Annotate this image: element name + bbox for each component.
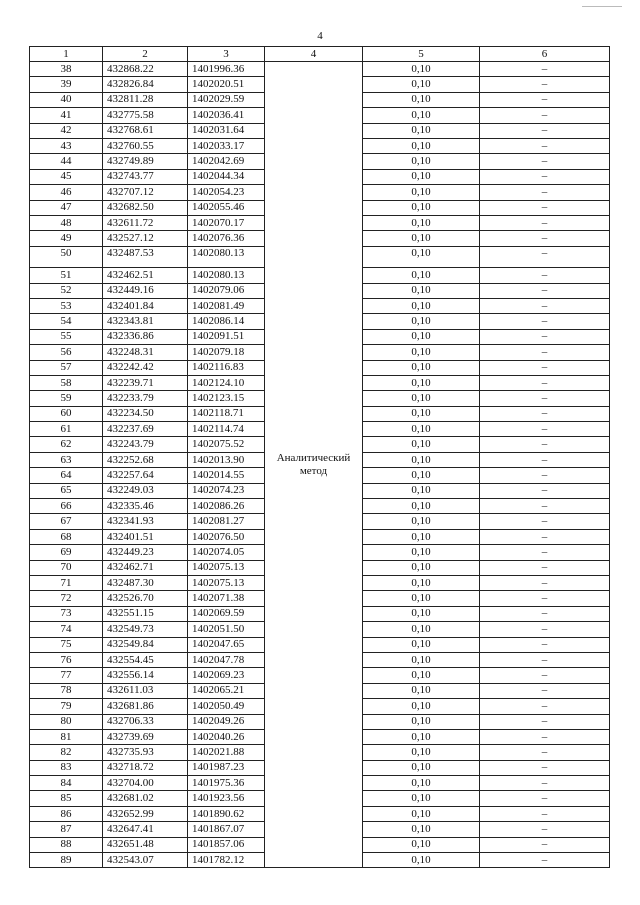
point-number-cell: 89 (30, 853, 103, 868)
x-coordinate-cell: 432760.55 (103, 138, 188, 153)
x-coordinate-cell: 432706.33 (103, 714, 188, 729)
x-coordinate-cell: 432681.86 (103, 699, 188, 714)
error-cell: 0,10 (363, 791, 480, 806)
point-number-cell: 77 (30, 668, 103, 683)
x-coordinate-cell: 432775.58 (103, 108, 188, 123)
error-cell: 0,10 (363, 683, 480, 698)
y-coordinate-cell: 1402075.13 (188, 576, 265, 591)
point-number-cell: 65 (30, 483, 103, 498)
x-coordinate-cell: 432462.51 (103, 268, 188, 283)
note-cell: – (480, 268, 610, 283)
page-number: 4 (317, 30, 323, 42)
note-cell: – (480, 77, 610, 92)
x-coordinate-cell: 432335.46 (103, 499, 188, 514)
error-cell: 0,10 (363, 329, 480, 344)
point-number-cell: 51 (30, 268, 103, 283)
note-cell: – (480, 108, 610, 123)
x-coordinate-cell: 432556.14 (103, 668, 188, 683)
note-cell: – (480, 606, 610, 621)
note-cell: – (480, 483, 610, 498)
x-coordinate-cell: 432611.03 (103, 683, 188, 698)
x-coordinate-cell: 432682.50 (103, 200, 188, 215)
y-coordinate-cell: 1401867.07 (188, 822, 265, 837)
x-coordinate-cell: 432248.31 (103, 345, 188, 360)
y-coordinate-cell: 1402080.13 (188, 268, 265, 283)
point-number-cell: 42 (30, 123, 103, 138)
note-cell: – (480, 806, 610, 821)
x-coordinate-cell: 432743.77 (103, 169, 188, 184)
y-coordinate-cell: 1402047.65 (188, 637, 265, 652)
error-cell: 0,10 (363, 745, 480, 760)
error-cell: 0,10 (363, 699, 480, 714)
x-coordinate-cell: 432543.07 (103, 853, 188, 868)
point-number-cell: 50 (30, 246, 103, 268)
note-cell: – (480, 169, 610, 184)
point-number-cell: 79 (30, 699, 103, 714)
x-coordinate-cell: 432257.64 (103, 468, 188, 483)
x-coordinate-cell: 432243.79 (103, 437, 188, 452)
error-cell: 0,10 (363, 138, 480, 153)
error-cell: 0,10 (363, 406, 480, 421)
x-coordinate-cell: 432739.69 (103, 729, 188, 744)
y-coordinate-cell: 1402071.38 (188, 591, 265, 606)
point-number-cell: 43 (30, 138, 103, 153)
x-coordinate-cell: 432401.84 (103, 298, 188, 313)
table-body (30, 62, 610, 868)
y-coordinate-cell: 1402020.51 (188, 77, 265, 92)
y-coordinate-cell: 1402091.51 (188, 329, 265, 344)
note-cell: – (480, 668, 610, 683)
point-number-cell: 72 (30, 591, 103, 606)
point-number-cell: 68 (30, 529, 103, 544)
note-cell: – (480, 452, 610, 467)
error-cell: 0,10 (363, 514, 480, 529)
error-cell: 0,10 (363, 154, 480, 169)
x-coordinate-cell: 432749.89 (103, 154, 188, 169)
note-cell: – (480, 683, 610, 698)
y-coordinate-cell: 1402074.23 (188, 483, 265, 498)
y-coordinate-cell: 1401890.62 (188, 806, 265, 821)
error-cell: 0,10 (363, 77, 480, 92)
x-coordinate-cell: 432811.28 (103, 92, 188, 107)
note-cell: – (480, 314, 610, 329)
note-cell: – (480, 345, 610, 360)
header-row (30, 47, 610, 62)
error-cell: 0,10 (363, 437, 480, 452)
coordinates-table (29, 46, 610, 868)
error-cell: 0,10 (363, 268, 480, 283)
point-number-cell: 53 (30, 298, 103, 313)
y-coordinate-cell: 1402055.46 (188, 200, 265, 215)
error-cell: 0,10 (363, 360, 480, 375)
error-cell: 0,10 (363, 637, 480, 652)
y-coordinate-cell: 1402086.14 (188, 314, 265, 329)
y-coordinate-cell: 1402054.23 (188, 185, 265, 200)
note-cell: – (480, 853, 610, 868)
column-header: 6 (480, 47, 610, 62)
method-cell: Аналитический метод (265, 62, 363, 868)
error-cell: 0,10 (363, 231, 480, 246)
x-coordinate-cell: 432526.70 (103, 591, 188, 606)
note-cell: – (480, 215, 610, 230)
note-cell: – (480, 714, 610, 729)
point-number-cell: 48 (30, 215, 103, 230)
note-cell: – (480, 246, 610, 268)
error-cell: 0,10 (363, 92, 480, 107)
note-cell: – (480, 576, 610, 591)
point-number-cell: 55 (30, 329, 103, 344)
y-coordinate-cell: 1401975.36 (188, 776, 265, 791)
point-number-cell: 80 (30, 714, 103, 729)
note-cell: – (480, 514, 610, 529)
point-number-cell: 58 (30, 375, 103, 390)
note-cell: – (480, 231, 610, 246)
column-header: 5 (363, 47, 480, 62)
x-coordinate-cell: 432343.81 (103, 314, 188, 329)
x-coordinate-cell: 432527.12 (103, 231, 188, 246)
note-cell: – (480, 391, 610, 406)
y-coordinate-cell: 1402124.10 (188, 375, 265, 390)
point-number-cell: 60 (30, 406, 103, 421)
y-coordinate-cell: 1401987.23 (188, 760, 265, 775)
error-cell: 0,10 (363, 452, 480, 467)
column-header: 3 (188, 47, 265, 62)
error-cell: 0,10 (363, 606, 480, 621)
point-number-cell: 81 (30, 729, 103, 744)
x-coordinate-cell: 432341.93 (103, 514, 188, 529)
y-coordinate-cell: 1402118.71 (188, 406, 265, 421)
y-coordinate-cell: 1402086.26 (188, 499, 265, 514)
note-cell: – (480, 468, 610, 483)
x-coordinate-cell: 432449.23 (103, 545, 188, 560)
note-cell: – (480, 791, 610, 806)
error-cell: 0,10 (363, 853, 480, 868)
x-coordinate-cell: 432551.15 (103, 606, 188, 621)
error-cell: 0,10 (363, 283, 480, 298)
column-header: 2 (103, 47, 188, 62)
note-cell: – (480, 591, 610, 606)
x-coordinate-cell: 432704.00 (103, 776, 188, 791)
point-number-cell: 75 (30, 637, 103, 652)
error-cell: 0,10 (363, 123, 480, 138)
point-number-cell: 45 (30, 169, 103, 184)
point-number-cell: 64 (30, 468, 103, 483)
error-cell: 0,10 (363, 169, 480, 184)
error-cell: 0,10 (363, 837, 480, 852)
x-coordinate-cell: 432449.16 (103, 283, 188, 298)
y-coordinate-cell: 1402047.78 (188, 652, 265, 667)
error-cell: 0,10 (363, 760, 480, 775)
y-coordinate-cell: 1402081.49 (188, 298, 265, 313)
x-coordinate-cell: 432249.03 (103, 483, 188, 498)
note-cell: – (480, 560, 610, 575)
point-number-cell: 47 (30, 200, 103, 215)
note-cell: – (480, 837, 610, 852)
note-cell: – (480, 283, 610, 298)
y-coordinate-cell: 1402069.23 (188, 668, 265, 683)
error-cell: 0,10 (363, 345, 480, 360)
error-cell: 0,10 (363, 776, 480, 791)
error-cell: 0,10 (363, 391, 480, 406)
point-number-cell: 70 (30, 560, 103, 575)
point-number-cell: 84 (30, 776, 103, 791)
y-coordinate-cell: 1402044.34 (188, 169, 265, 184)
error-cell: 0,10 (363, 529, 480, 544)
point-number-cell: 76 (30, 652, 103, 667)
note-cell: – (480, 298, 610, 313)
x-coordinate-cell: 432826.84 (103, 77, 188, 92)
note-cell: – (480, 185, 610, 200)
error-cell: 0,10 (363, 108, 480, 123)
note-cell: – (480, 422, 610, 437)
point-number-cell: 74 (30, 622, 103, 637)
y-coordinate-cell: 1402031.64 (188, 123, 265, 138)
y-coordinate-cell: 1402040.26 (188, 729, 265, 744)
x-coordinate-cell: 432549.84 (103, 637, 188, 652)
x-coordinate-cell: 432611.72 (103, 215, 188, 230)
note-cell: – (480, 622, 610, 637)
x-coordinate-cell: 432549.73 (103, 622, 188, 637)
note-cell: – (480, 375, 610, 390)
error-cell: 0,10 (363, 729, 480, 744)
error-cell: 0,10 (363, 499, 480, 514)
x-coordinate-cell: 432401.51 (103, 529, 188, 544)
x-coordinate-cell: 432652.99 (103, 806, 188, 821)
x-coordinate-cell: 432239.71 (103, 375, 188, 390)
error-cell: 0,10 (363, 422, 480, 437)
x-coordinate-cell: 432237.69 (103, 422, 188, 437)
point-number-cell: 67 (30, 514, 103, 529)
point-number-cell: 41 (30, 108, 103, 123)
note-cell: – (480, 154, 610, 169)
note-cell: – (480, 499, 610, 514)
x-coordinate-cell: 432252.68 (103, 452, 188, 467)
note-cell: – (480, 200, 610, 215)
y-coordinate-cell: 1402080.13 (188, 246, 265, 268)
x-coordinate-cell: 432487.53 (103, 246, 188, 268)
y-coordinate-cell: 1402033.17 (188, 138, 265, 153)
y-coordinate-cell: 1402050.49 (188, 699, 265, 714)
note-cell: – (480, 138, 610, 153)
table-header (30, 47, 610, 62)
error-cell: 0,10 (363, 62, 480, 77)
y-coordinate-cell: 1402081.27 (188, 514, 265, 529)
error-cell: 0,10 (363, 314, 480, 329)
top-rule (582, 6, 622, 7)
point-number-cell: 46 (30, 185, 103, 200)
point-number-cell: 59 (30, 391, 103, 406)
error-cell: 0,10 (363, 622, 480, 637)
error-cell: 0,10 (363, 668, 480, 683)
y-coordinate-cell: 1401996.36 (188, 62, 265, 77)
x-coordinate-cell: 432718.72 (103, 760, 188, 775)
x-coordinate-cell: 432554.45 (103, 652, 188, 667)
note-cell: – (480, 760, 610, 775)
error-cell: 0,10 (363, 545, 480, 560)
y-coordinate-cell: 1402074.05 (188, 545, 265, 560)
point-number-cell: 62 (30, 437, 103, 452)
note-cell: – (480, 776, 610, 791)
note-cell: – (480, 745, 610, 760)
x-coordinate-cell: 432233.79 (103, 391, 188, 406)
note-cell: – (480, 637, 610, 652)
point-number-cell: 52 (30, 283, 103, 298)
point-number-cell: 57 (30, 360, 103, 375)
point-number-cell: 39 (30, 77, 103, 92)
point-number-cell: 38 (30, 62, 103, 77)
y-coordinate-cell: 1401782.12 (188, 853, 265, 868)
note-cell: – (480, 62, 610, 77)
y-coordinate-cell: 1402079.18 (188, 345, 265, 360)
y-coordinate-cell: 1402065.21 (188, 683, 265, 698)
point-number-cell: 83 (30, 760, 103, 775)
x-coordinate-cell: 432336.86 (103, 329, 188, 344)
point-number-cell: 49 (30, 231, 103, 246)
point-number-cell: 69 (30, 545, 103, 560)
column-header: 4 (265, 47, 363, 62)
table-row (30, 62, 610, 77)
y-coordinate-cell: 1402079.06 (188, 283, 265, 298)
y-coordinate-cell: 1402075.52 (188, 437, 265, 452)
column-header: 1 (30, 47, 103, 62)
point-number-cell: 82 (30, 745, 103, 760)
point-number-cell: 88 (30, 837, 103, 852)
point-number-cell: 85 (30, 791, 103, 806)
point-number-cell: 86 (30, 806, 103, 821)
y-coordinate-cell: 1402029.59 (188, 92, 265, 107)
point-number-cell: 56 (30, 345, 103, 360)
error-cell: 0,10 (363, 185, 480, 200)
y-coordinate-cell: 1402036.41 (188, 108, 265, 123)
point-number-cell: 63 (30, 452, 103, 467)
error-cell: 0,10 (363, 200, 480, 215)
point-number-cell: 78 (30, 683, 103, 698)
point-number-cell: 71 (30, 576, 103, 591)
note-cell: – (480, 545, 610, 560)
y-coordinate-cell: 1402114.74 (188, 422, 265, 437)
note-cell: – (480, 652, 610, 667)
error-cell: 0,10 (363, 246, 480, 268)
point-number-cell: 73 (30, 606, 103, 621)
note-cell: – (480, 437, 610, 452)
error-cell: 0,10 (363, 560, 480, 575)
y-coordinate-cell: 1402075.13 (188, 560, 265, 575)
x-coordinate-cell: 432681.02 (103, 791, 188, 806)
y-coordinate-cell: 1402013.90 (188, 452, 265, 467)
note-cell: – (480, 699, 610, 714)
note-cell: – (480, 123, 610, 138)
x-coordinate-cell: 432242.42 (103, 360, 188, 375)
error-cell: 0,10 (363, 375, 480, 390)
point-number-cell: 40 (30, 92, 103, 107)
error-cell: 0,10 (363, 591, 480, 606)
note-cell: – (480, 92, 610, 107)
x-coordinate-cell: 432647.41 (103, 822, 188, 837)
y-coordinate-cell: 1402070.17 (188, 215, 265, 230)
y-coordinate-cell: 1402116.83 (188, 360, 265, 375)
error-cell: 0,10 (363, 652, 480, 667)
note-cell: – (480, 822, 610, 837)
y-coordinate-cell: 1402021.88 (188, 745, 265, 760)
x-coordinate-cell: 432768.61 (103, 123, 188, 138)
y-coordinate-cell: 1402069.59 (188, 606, 265, 621)
x-coordinate-cell: 432868.22 (103, 62, 188, 77)
x-coordinate-cell: 432487.30 (103, 576, 188, 591)
y-coordinate-cell: 1402042.69 (188, 154, 265, 169)
error-cell: 0,10 (363, 468, 480, 483)
x-coordinate-cell: 432707.12 (103, 185, 188, 200)
error-cell: 0,10 (363, 483, 480, 498)
error-cell: 0,10 (363, 298, 480, 313)
y-coordinate-cell: 1401923.56 (188, 791, 265, 806)
point-number-cell: 44 (30, 154, 103, 169)
note-cell: – (480, 406, 610, 421)
point-number-cell: 66 (30, 499, 103, 514)
x-coordinate-cell: 432234.50 (103, 406, 188, 421)
point-number-cell: 61 (30, 422, 103, 437)
x-coordinate-cell: 432462.71 (103, 560, 188, 575)
x-coordinate-cell: 432735.93 (103, 745, 188, 760)
note-cell: – (480, 729, 610, 744)
note-cell: – (480, 529, 610, 544)
y-coordinate-cell: 1402076.50 (188, 529, 265, 544)
error-cell: 0,10 (363, 576, 480, 591)
y-coordinate-cell: 1402049.26 (188, 714, 265, 729)
point-number-cell: 87 (30, 822, 103, 837)
note-cell: – (480, 360, 610, 375)
y-coordinate-cell: 1402123.15 (188, 391, 265, 406)
y-coordinate-cell: 1402051.50 (188, 622, 265, 637)
error-cell: 0,10 (363, 714, 480, 729)
point-number-cell: 54 (30, 314, 103, 329)
error-cell: 0,10 (363, 822, 480, 837)
y-coordinate-cell: 1401857.06 (188, 837, 265, 852)
error-cell: 0,10 (363, 806, 480, 821)
y-coordinate-cell: 1402076.36 (188, 231, 265, 246)
note-cell: – (480, 329, 610, 344)
x-coordinate-cell: 432651.48 (103, 837, 188, 852)
error-cell: 0,10 (363, 215, 480, 230)
y-coordinate-cell: 1402014.55 (188, 468, 265, 483)
